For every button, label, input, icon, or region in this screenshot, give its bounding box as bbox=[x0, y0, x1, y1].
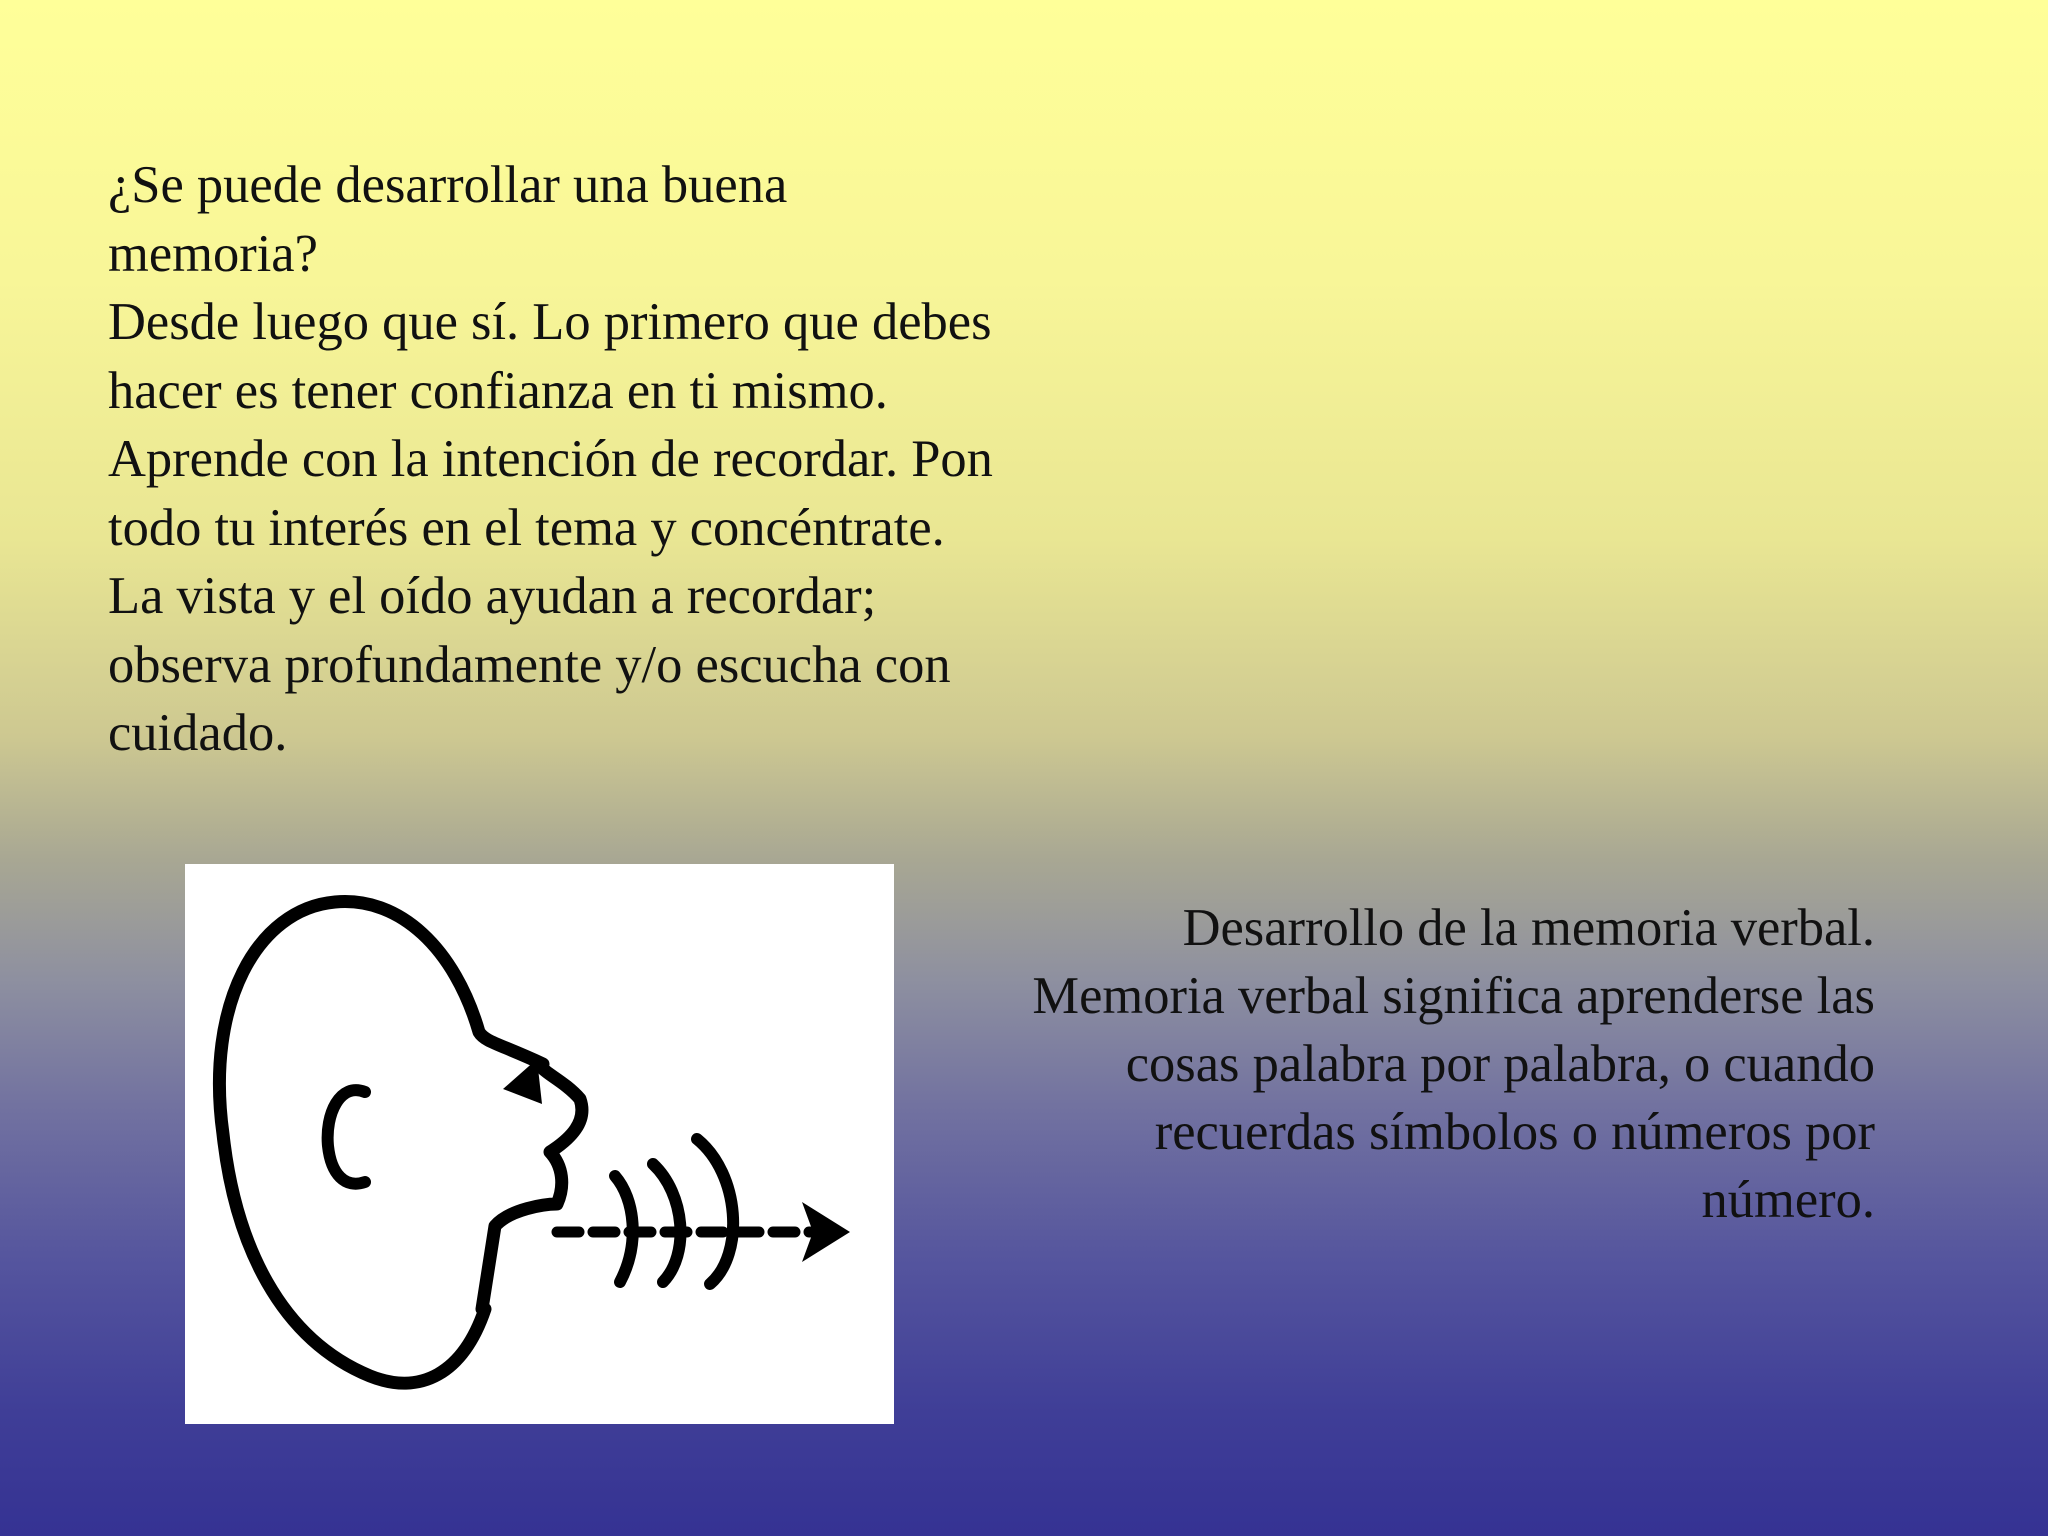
ear bbox=[328, 1090, 365, 1184]
speaking-head-illustration bbox=[185, 864, 894, 1424]
sound-arc-2 bbox=[653, 1164, 680, 1282]
eye bbox=[503, 1059, 542, 1104]
verbal-memory-text: Memoria verbal significa aprenderse las cosas palabra por palabra, o cuando recuerdas símbolos o números por número. bbox=[1032, 967, 1875, 1229]
speaking-head-icon bbox=[185, 864, 894, 1424]
sound-arc-3 bbox=[697, 1139, 733, 1284]
memory-answer: Desde luego que sí. Lo primero que debes hacer es tener confianza en ti mismo. Aprende con la intención de recordar. Pon todo tu interés en el tema y concéntrate. La vista y el oído ayudan a recordar; observa profundamente y/o escucha con cuidado. bbox=[108, 293, 993, 762]
head-outline bbox=[219, 902, 582, 1384]
verbal-memory-title: Desarrollo de la memoria verbal. bbox=[1182, 899, 1875, 957]
verbal-memory-block bbox=[1020, 894, 1875, 1234]
memory-question: ¿Se puede desarrollar una buena memoria? bbox=[108, 156, 788, 283]
memory-question-block bbox=[108, 151, 1008, 768]
